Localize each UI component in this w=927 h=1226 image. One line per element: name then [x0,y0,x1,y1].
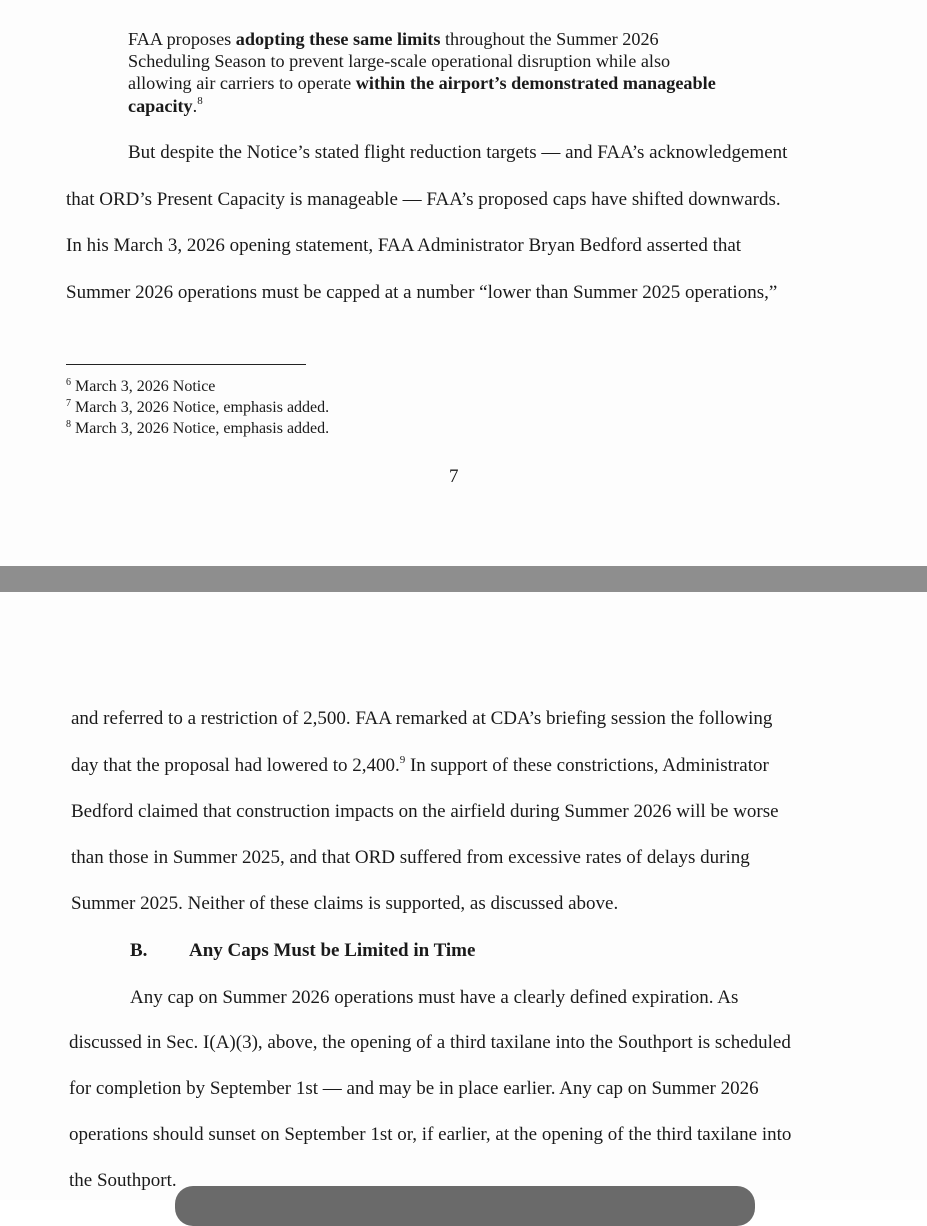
body-line: Summer 2025. Neither of these claims is supported, as discussed above. [71,893,619,914]
emphasis-text: within the airport’s demonstrated manageable [355,73,716,93]
body-line: day that the proposal had lowered to 2,400.$^9$ In support of these constrictions, Administrator [71,754,769,776]
body-line: for completion by September 1st — and may be in place earlier. Any cap on Summer 2026 [69,1078,759,1099]
footnote-6: $^6$ March 3, 2026 Notice [66,377,216,395]
body-line: Any cap on Summer 2026 operations must have a clearly defined expiration. As [130,987,739,1008]
page-number: 7 [449,466,459,487]
body-line: But despite the Notice’s stated flight reduction targets — and FAA’s acknowledgement [128,142,788,163]
block-quote-line-1: FAA proposes adopting these same limits throughout the Summer 2026 [128,29,659,49]
block-quote-line-4: capacity.$^8$ [128,95,203,116]
body-line: that ORD’s Present Capacity is manageable — FAA’s proposed caps have shifted downwards. [66,189,781,210]
body-line: In his March 3, 2026 opening statement, FAA Administrator Bryan Bedford asserted that [66,235,742,256]
section-letter: B. [130,940,148,961]
body-line: than those in Summer 2025, and that ORD suffered from excessive rates of delays during [71,847,750,868]
footnote-8: $^8$ March 3, 2026 Notice, emphasis added. [66,419,330,437]
footnote-ref[interactable]: 9 [399,754,406,766]
footnote-7: $^7$ March 3, 2026 Notice, emphasis added. [66,398,330,416]
footnote-separator [66,364,306,365]
body-line: operations should sunset on September 1st or, if earlier, at the opening of the third taxilane into [69,1124,792,1145]
body-line: discussed in Sec. I(A)(3), above, the opening of a third taxilane into the Southport is scheduled [69,1032,791,1053]
footnote-ref[interactable]: 8 [197,95,203,107]
document-page-7 [0,0,927,566]
block-quote-line-3: allowing air carriers to operate within the airport’s demonstrated manageable [128,73,716,93]
block-quote-line-2: Scheduling Season to prevent large-scale operational disruption while also [128,51,671,71]
section-heading: Any Caps Must be Limited in Time [189,940,476,961]
page-separator [0,566,927,592]
emphasis-text: adopting these same limits [235,29,441,49]
body-line: the Southport. [69,1170,177,1191]
bottom-toolbar-overlay[interactable] [175,1186,755,1226]
body-line: Bedford claimed that construction impacts on the airfield during Summer 2026 will be worse [71,801,779,822]
document-page-8 [0,592,927,1200]
body-line: Summer 2026 operations must be capped at a number “lower than Summer 2025 operations,” [66,282,778,303]
body-line: and referred to a restriction of 2,500. FAA remarked at CDA’s briefing session the following [71,708,773,729]
